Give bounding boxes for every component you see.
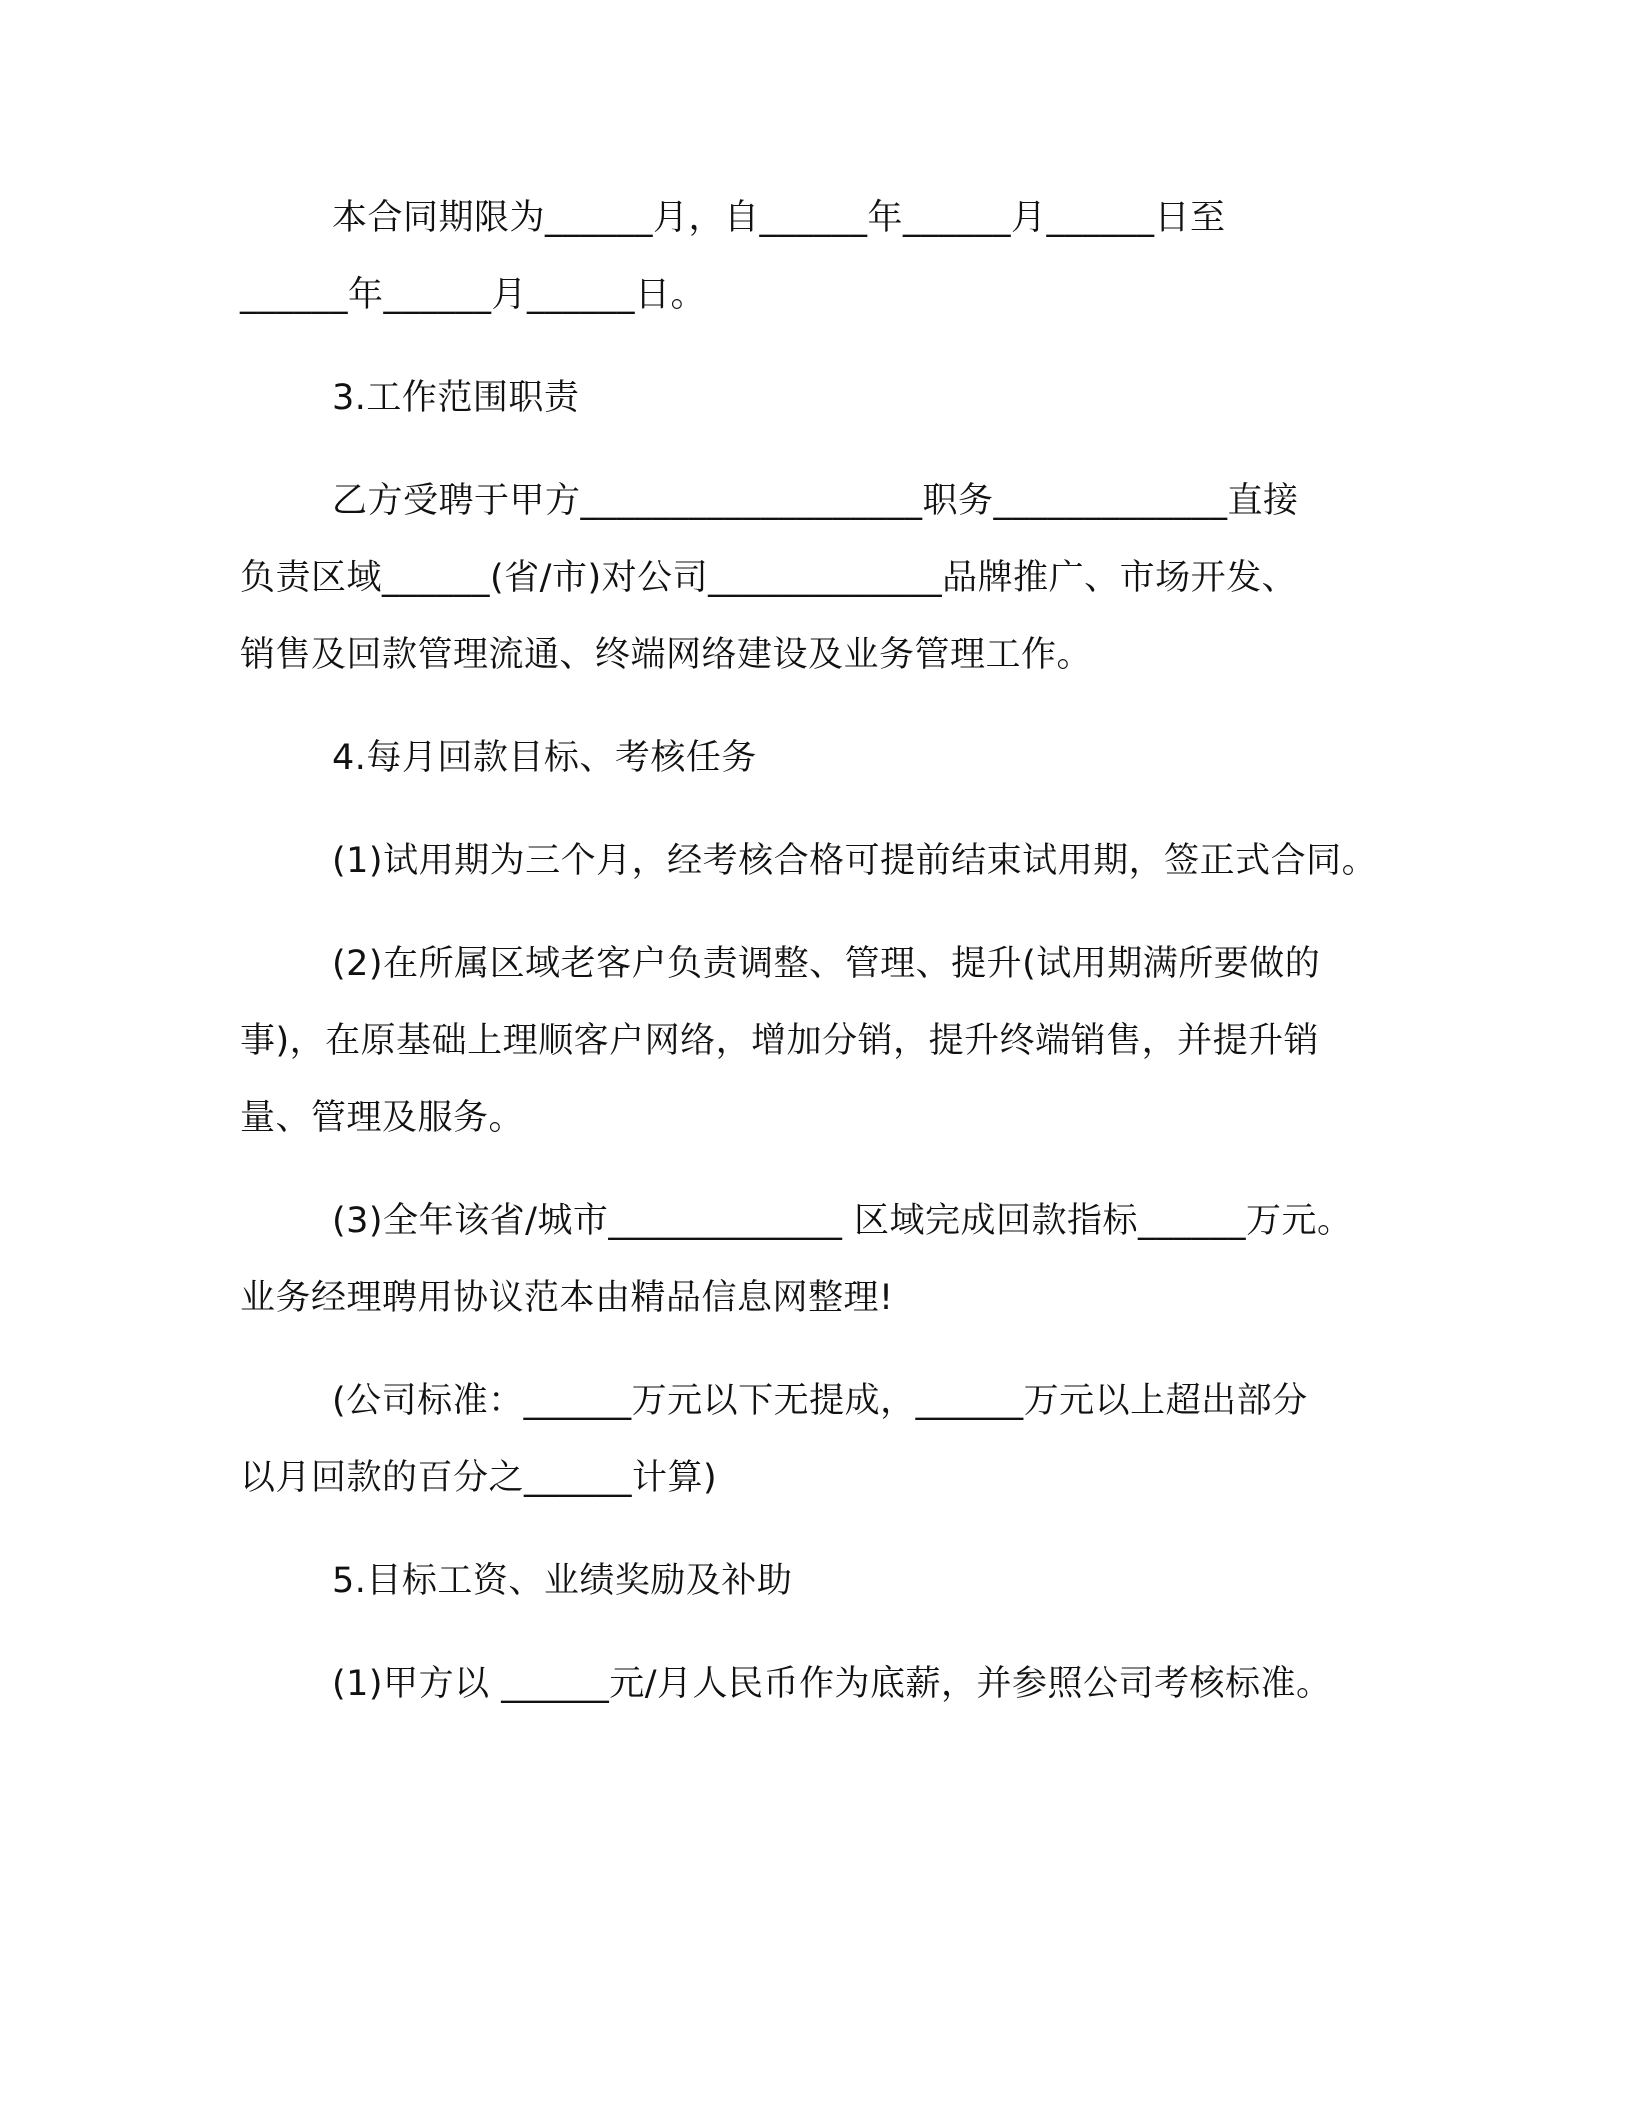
item-2-line-2: 事)，在原基础上理顺客户网络，增加分销，提升终端销售，并提升销	[240, 1021, 1320, 1061]
item-1-probation: (1)试用期为三个月，经考核合格可提前结束试用期，签正式合同。	[332, 841, 1378, 881]
duties-line-1: 乙方受聘于甲方___________________职务_____________直接	[332, 481, 1299, 521]
item-2-line-1: (2)在所属区域老客户负责调整、管理、提升(试用期满所要做的	[332, 944, 1321, 984]
duties-line-3: 销售及回款管理流通、终端网络建设及业务管理工作。	[240, 635, 1093, 675]
salary-item-1: (1)甲方以 ______元/月人民币作为底薪，并参照公司考核标准。	[332, 1664, 1332, 1704]
duties-line-2: 负责区域______(省/市)对公司_____________品牌推广、市场开发、	[240, 558, 1298, 598]
section-heading-3: 3.工作范围职责	[332, 378, 580, 418]
item-2-line-3: 量、管理及服务。	[240, 1098, 525, 1138]
contract-term-line-1: 本合同期限为______月，自______年______月______日至	[332, 198, 1226, 238]
item-3-line-2: 业务经理聘用协议范本由精品信息网整理!	[240, 1278, 894, 1318]
item-3-line-1: (3)全年该省/城市_____________ 区域完成回款指标______万元。	[332, 1201, 1353, 1241]
section-heading-4: 4.每月回款目标、考核任务	[332, 738, 757, 778]
company-standard-line-2: 以月回款的百分之______计算)	[240, 1458, 718, 1498]
contract-term-line-2: ______年______月______日。	[240, 275, 707, 315]
company-standard-line-1: (公司标准：______万元以下无提成，______万元以上超出部分	[332, 1381, 1308, 1421]
section-heading-5: 5.目标工资、业绩奖励及补助	[332, 1561, 793, 1601]
